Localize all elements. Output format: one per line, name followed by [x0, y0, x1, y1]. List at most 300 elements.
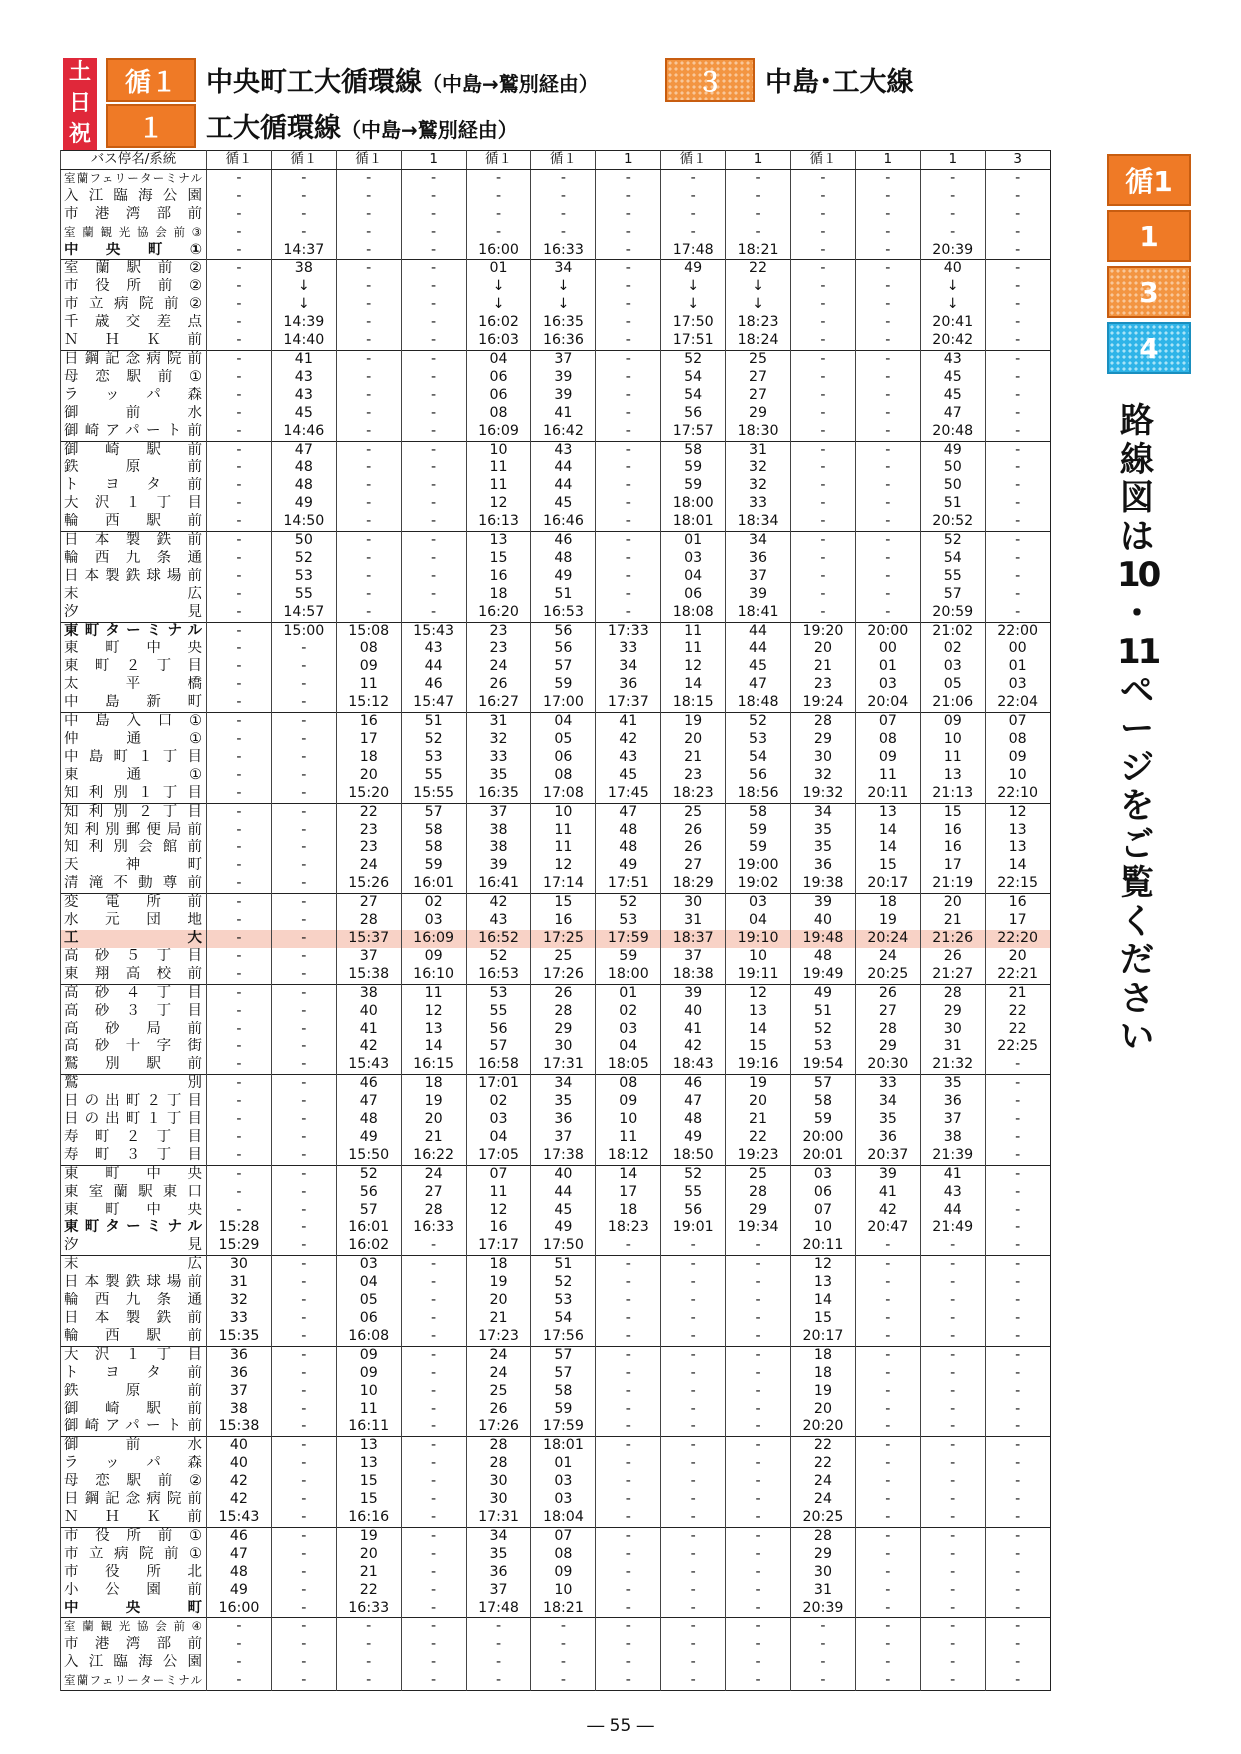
time-cell: 36	[855, 1129, 920, 1147]
time-cell: 41	[855, 1184, 920, 1202]
time-cell: 42	[596, 731, 661, 749]
time-cell: 19	[336, 1527, 401, 1545]
time-cell: -	[336, 586, 401, 604]
stop-name: 御前水	[61, 1437, 207, 1455]
time-cell: -	[855, 1654, 920, 1672]
time-cell: -	[726, 1527, 791, 1545]
time-cell: 20:39	[920, 242, 985, 260]
time-cell: 18:21	[531, 1600, 596, 1618]
time-cell: 20:25	[855, 966, 920, 984]
time-cell: 13	[401, 1021, 466, 1039]
time-cell: 30	[207, 1256, 272, 1274]
time-cell: -	[271, 676, 336, 694]
time-cell: 20	[336, 1546, 401, 1564]
time-cell: 24	[336, 857, 401, 875]
sidebar-badge-3: 3	[1107, 266, 1191, 318]
time-cell: 40	[920, 260, 985, 278]
time-cell: -	[661, 1618, 726, 1636]
time-cell: -	[336, 1672, 401, 1690]
time-cell: 24	[791, 1473, 856, 1491]
time-cell: -	[791, 260, 856, 278]
time-cell: -	[207, 1147, 272, 1165]
stop-name: 太平橋	[61, 676, 207, 694]
time-cell: 54	[531, 1310, 596, 1328]
time-cell: 43	[596, 749, 661, 767]
stop-name: 市立病院前②	[61, 296, 207, 314]
stop-name: 仲通①	[61, 731, 207, 749]
time-cell: 16:41	[466, 875, 531, 893]
time-cell: 50	[920, 459, 985, 477]
time-cell: -	[401, 1328, 466, 1346]
time-cell: 49	[661, 1129, 726, 1147]
stop-name: 輪西九条通	[61, 550, 207, 568]
table-row	[61, 1346, 1051, 1364]
time-cell: 15:43	[336, 1056, 401, 1074]
table-row	[61, 839, 1051, 857]
time-cell: 15	[920, 803, 985, 821]
time-cell: 18	[596, 1202, 661, 1220]
time-cell: 58	[791, 1093, 856, 1111]
time-cell: -	[336, 224, 401, 242]
time-cell: 29	[855, 1038, 920, 1056]
table-row	[61, 658, 1051, 676]
time-cell: 39	[661, 984, 726, 1002]
time-cell: 14	[726, 1021, 791, 1039]
time-cell: -	[401, 532, 466, 550]
note-char: ・	[1120, 593, 1154, 634]
time-cell: 13	[726, 1003, 791, 1021]
time-cell: 40	[531, 1165, 596, 1183]
table-row	[61, 1310, 1051, 1328]
time-cell: 19:49	[791, 966, 856, 984]
time-cell: -	[596, 1600, 661, 1618]
time-cell: -	[855, 332, 920, 350]
time-cell: -	[401, 1365, 466, 1383]
route-title-1: 中央町工大循環線（中島→鷲別経由）	[206, 67, 599, 98]
time-cell: ↓	[466, 296, 531, 314]
time-cell: -	[985, 350, 1050, 368]
time-cell: 27	[726, 387, 791, 405]
day-label-holiday: 祝	[68, 121, 91, 147]
time-cell: -	[401, 1473, 466, 1491]
time-cell: 57	[920, 586, 985, 604]
time-cell: 38	[207, 1401, 272, 1419]
time-cell: -	[920, 1401, 985, 1419]
time-cell: -	[920, 1365, 985, 1383]
time-cell: ↓	[661, 296, 726, 314]
time-cell: 50	[271, 532, 336, 550]
time-cell: 14	[791, 1292, 856, 1310]
time-cell: -	[531, 206, 596, 224]
time-cell: -	[726, 1437, 791, 1455]
time-cell: 17:59	[596, 930, 661, 948]
time-cell: 22:15	[985, 875, 1050, 893]
time-cell: 09	[596, 1093, 661, 1111]
time-cell: 19	[661, 713, 726, 731]
time-cell: 17	[985, 912, 1050, 930]
time-cell: -	[985, 568, 1050, 586]
table-row	[61, 1256, 1051, 1274]
time-cell: -	[855, 1636, 920, 1654]
time-cell: 48	[661, 1111, 726, 1129]
time-cell: -	[985, 369, 1050, 387]
time-cell: -	[466, 224, 531, 242]
time-cell: -	[596, 1473, 661, 1491]
time-cell: -	[661, 1328, 726, 1346]
time-cell: 17:00	[531, 694, 596, 712]
time-cell: 39	[531, 387, 596, 405]
table-row	[61, 1473, 1051, 1491]
time-cell: 15:20	[336, 785, 401, 803]
time-cell: 35	[920, 1075, 985, 1093]
table-row	[61, 822, 1051, 840]
time-cell: 03	[596, 1021, 661, 1039]
time-cell: -	[726, 1310, 791, 1328]
table-row	[61, 278, 1051, 296]
time-cell: -	[207, 1618, 272, 1636]
time-cell: 16	[466, 1219, 531, 1237]
time-cell: 16:22	[401, 1147, 466, 1165]
route-title-2: 工大循環線（中島→鷲別経由）	[206, 113, 518, 144]
time-cell: 47	[271, 441, 336, 459]
time-cell: 16	[985, 894, 1050, 912]
time-cell: 18:37	[661, 930, 726, 948]
time-cell: 31	[661, 912, 726, 930]
time-cell: 18:00	[661, 495, 726, 513]
time-cell: -	[726, 1582, 791, 1600]
time-cell: -	[791, 1636, 856, 1654]
time-cell: -	[207, 586, 272, 604]
time-cell: -	[207, 966, 272, 984]
time-cell: -	[401, 387, 466, 405]
table-row	[61, 1021, 1051, 1039]
table-row	[61, 1365, 1051, 1383]
time-cell: -	[661, 1564, 726, 1582]
time-cell: 44	[920, 1202, 985, 1220]
time-cell: 55	[271, 586, 336, 604]
time-cell: 15:38	[207, 1418, 272, 1436]
time-cell: -	[207, 822, 272, 840]
time-cell: 18:21	[726, 242, 791, 260]
time-cell: 56	[531, 640, 596, 658]
time-cell: 54	[661, 387, 726, 405]
time-cell: 54	[920, 550, 985, 568]
time-cell: 56	[661, 405, 726, 423]
time-cell: -	[207, 1021, 272, 1039]
time-cell: 14	[855, 839, 920, 857]
time-cell: 55	[466, 1003, 531, 1021]
time-cell: -	[207, 1003, 272, 1021]
time-cell: 22:00	[985, 622, 1050, 640]
time-cell: 36	[726, 550, 791, 568]
time-cell: 17:45	[596, 785, 661, 803]
time-cell: 09	[401, 948, 466, 966]
time-cell: -	[791, 387, 856, 405]
time-cell: -	[401, 242, 466, 260]
note-char: ペ	[1120, 670, 1154, 711]
time-cell: 19	[466, 1274, 531, 1292]
time-cell: -	[791, 423, 856, 441]
header-route: 循１	[207, 151, 272, 170]
time-cell: -	[596, 586, 661, 604]
time-cell: 20	[661, 731, 726, 749]
time-cell: 59	[726, 822, 791, 840]
time-cell: 18:01	[661, 513, 726, 531]
time-cell: 07	[466, 1165, 531, 1183]
time-cell: -	[855, 495, 920, 513]
time-cell: -	[855, 604, 920, 622]
time-cell: -	[920, 1473, 985, 1491]
route-badge-loop1: 循１	[106, 58, 196, 102]
time-cell: -	[271, 713, 336, 731]
time-cell: -	[207, 713, 272, 731]
stop-name: 大沢１丁目	[61, 495, 207, 513]
time-cell: 29	[920, 1003, 985, 1021]
time-cell: -	[207, 731, 272, 749]
stop-name: 大沢１丁目	[61, 1346, 207, 1364]
table-row	[61, 224, 1051, 242]
time-cell: 16:01	[401, 875, 466, 893]
time-cell: 53	[466, 984, 531, 1002]
time-cell: -	[207, 1654, 272, 1672]
time-cell: -	[661, 1582, 726, 1600]
stop-name: 日鋼記念病院前	[61, 350, 207, 368]
time-cell: -	[336, 495, 401, 513]
note-char: ー	[1120, 709, 1154, 749]
time-cell: 48	[791, 948, 856, 966]
time-cell: 17	[336, 731, 401, 749]
time-cell: 22:20	[985, 930, 1050, 948]
header-route: 循１	[466, 151, 531, 170]
time-cell: -	[985, 604, 1050, 622]
time-cell: -	[207, 857, 272, 875]
time-cell: 09	[336, 658, 401, 676]
time-cell: -	[661, 1546, 726, 1564]
time-cell: 48	[596, 822, 661, 840]
time-cell: 19:34	[726, 1219, 791, 1237]
note-char: 図	[1120, 478, 1154, 518]
table-row	[61, 1274, 1051, 1292]
time-cell: -	[271, 1165, 336, 1183]
time-cell: -	[207, 242, 272, 260]
stop-name: 高砂４丁目	[61, 984, 207, 1002]
time-cell: ↓	[661, 278, 726, 296]
time-cell: 17:50	[531, 1237, 596, 1255]
timetable	[60, 150, 1051, 1691]
table-row	[61, 1202, 1051, 1220]
time-cell: -	[596, 1672, 661, 1690]
time-cell: 35	[531, 1093, 596, 1111]
time-cell: -	[726, 1636, 791, 1654]
time-cell: 03	[466, 1111, 531, 1129]
time-cell: -	[207, 875, 272, 893]
time-cell: 17:51	[661, 332, 726, 350]
time-cell: 22	[985, 1003, 1050, 1021]
time-cell: 32	[207, 1292, 272, 1310]
time-cell: 20	[791, 640, 856, 658]
time-cell: -	[336, 405, 401, 423]
time-cell: 20	[726, 1093, 791, 1111]
time-cell: 16:13	[466, 513, 531, 531]
stop-name: 汐見	[61, 604, 207, 622]
time-cell: 23	[661, 767, 726, 785]
time-cell: 20:37	[855, 1147, 920, 1165]
time-cell: 57	[791, 1075, 856, 1093]
time-cell: 17:31	[466, 1509, 531, 1527]
time-cell: -	[271, 1003, 336, 1021]
time-cell: -	[271, 694, 336, 712]
time-cell: -	[271, 1491, 336, 1509]
time-cell: 16:35	[531, 314, 596, 332]
table-row	[61, 984, 1051, 1002]
time-cell: 00	[855, 640, 920, 658]
stop-name: 日本製鉄前	[61, 532, 207, 550]
time-cell: 18:56	[726, 785, 791, 803]
time-cell: 28	[336, 912, 401, 930]
note-char: 10	[1117, 555, 1159, 595]
time-cell: 19:23	[726, 1147, 791, 1165]
time-cell: -	[207, 604, 272, 622]
time-cell: 25	[726, 1165, 791, 1183]
time-cell: 20:11	[791, 1237, 856, 1255]
time-cell: 13	[336, 1455, 401, 1473]
time-cell: 35	[855, 1111, 920, 1129]
time-cell: 21:26	[920, 930, 985, 948]
time-cell: -	[985, 477, 1050, 495]
time-cell: 31	[920, 1038, 985, 1056]
time-cell: 43	[920, 350, 985, 368]
time-cell: -	[271, 1564, 336, 1582]
time-cell: 08	[531, 767, 596, 785]
time-cell: -	[596, 1310, 661, 1328]
time-cell: 05	[920, 676, 985, 694]
time-cell: -	[271, 1383, 336, 1401]
time-cell: -	[920, 1491, 985, 1509]
time-cell: -	[401, 1491, 466, 1509]
time-cell: -	[855, 1256, 920, 1274]
time-cell: -	[271, 822, 336, 840]
time-cell: -	[401, 206, 466, 224]
time-cell: 42	[207, 1473, 272, 1491]
time-cell: -	[401, 1654, 466, 1672]
time-cell: 29	[791, 1546, 856, 1564]
time-cell: -	[920, 1509, 985, 1527]
table-row	[61, 803, 1051, 821]
time-cell: 37	[466, 803, 531, 821]
table-row	[61, 894, 1051, 912]
time-cell: 59	[531, 676, 596, 694]
time-cell: -	[726, 1491, 791, 1509]
time-cell: -	[336, 513, 401, 531]
time-cell: -	[596, 1582, 661, 1600]
time-cell: 58	[401, 822, 466, 840]
time-cell: 18	[466, 586, 531, 604]
time-cell: 12	[985, 803, 1050, 821]
time-cell: -	[985, 169, 1050, 187]
time-cell: -	[920, 1346, 985, 1364]
time-cell: 03	[920, 658, 985, 676]
time-cell: 30	[531, 1038, 596, 1056]
table-row	[61, 405, 1051, 423]
stop-name: 知利別１丁目	[61, 785, 207, 803]
time-cell: -	[207, 532, 272, 550]
time-cell: 52	[466, 948, 531, 966]
time-cell: 16:02	[336, 1237, 401, 1255]
time-cell: -	[985, 1437, 1050, 1455]
time-cell: 27	[726, 369, 791, 387]
time-cell: -	[985, 1636, 1050, 1654]
time-cell: -	[920, 1237, 985, 1255]
stop-name: 日鋼記念病院前	[61, 1491, 207, 1509]
time-cell: -	[985, 1075, 1050, 1093]
time-cell: 31	[466, 713, 531, 731]
time-cell: -	[985, 1165, 1050, 1183]
time-cell: 19:11	[726, 966, 791, 984]
stop-name: 入江臨海公園	[61, 188, 207, 206]
time-cell: 20:48	[920, 423, 985, 441]
time-cell: -	[985, 1618, 1050, 1636]
time-cell: 46	[401, 676, 466, 694]
time-cell: -	[207, 369, 272, 387]
time-cell: -	[596, 1564, 661, 1582]
time-cell: -	[920, 1527, 985, 1545]
time-cell: 13	[791, 1274, 856, 1292]
time-cell: -	[336, 296, 401, 314]
time-cell: 52	[336, 1165, 401, 1183]
time-cell: 03	[726, 894, 791, 912]
table-row	[61, 1546, 1051, 1564]
time-cell: -	[271, 1509, 336, 1527]
stop-name: 鉄原前	[61, 459, 207, 477]
table-row	[61, 1165, 1051, 1183]
time-cell: 08	[596, 1075, 661, 1093]
time-cell: 05	[531, 731, 596, 749]
stop-name: 中 央 町 ①	[61, 242, 207, 260]
time-cell: 49	[920, 441, 985, 459]
time-cell: 11	[855, 767, 920, 785]
time-cell: -	[271, 1672, 336, 1690]
time-cell: 27	[855, 1003, 920, 1021]
time-cell: 25	[466, 1383, 531, 1401]
time-cell: 20:42	[920, 332, 985, 350]
table-row	[61, 423, 1051, 441]
time-cell: 11	[466, 477, 531, 495]
time-cell: -	[726, 1418, 791, 1436]
stop-name: 知利別郵便局前	[61, 822, 207, 840]
note-char: さ	[1120, 978, 1154, 1019]
time-cell: -	[791, 459, 856, 477]
time-cell: -	[726, 1292, 791, 1310]
time-cell: -	[271, 1654, 336, 1672]
time-cell: -	[401, 423, 466, 441]
time-cell: -	[207, 278, 272, 296]
time-cell: 20:04	[855, 694, 920, 712]
time-cell: 18:38	[661, 966, 726, 984]
table-row	[61, 676, 1051, 694]
table-row	[61, 640, 1051, 658]
time-cell: 08	[985, 731, 1050, 749]
time-cell: -	[466, 1672, 531, 1690]
time-cell: 11	[336, 676, 401, 694]
time-cell: ↓	[726, 278, 791, 296]
time-cell: 37	[466, 1582, 531, 1600]
time-cell: 10	[336, 1383, 401, 1401]
time-cell: 59	[401, 857, 466, 875]
time-cell: -	[401, 604, 466, 622]
time-cell: 44	[531, 459, 596, 477]
table-row	[61, 206, 1051, 224]
time-cell: -	[271, 1202, 336, 1220]
